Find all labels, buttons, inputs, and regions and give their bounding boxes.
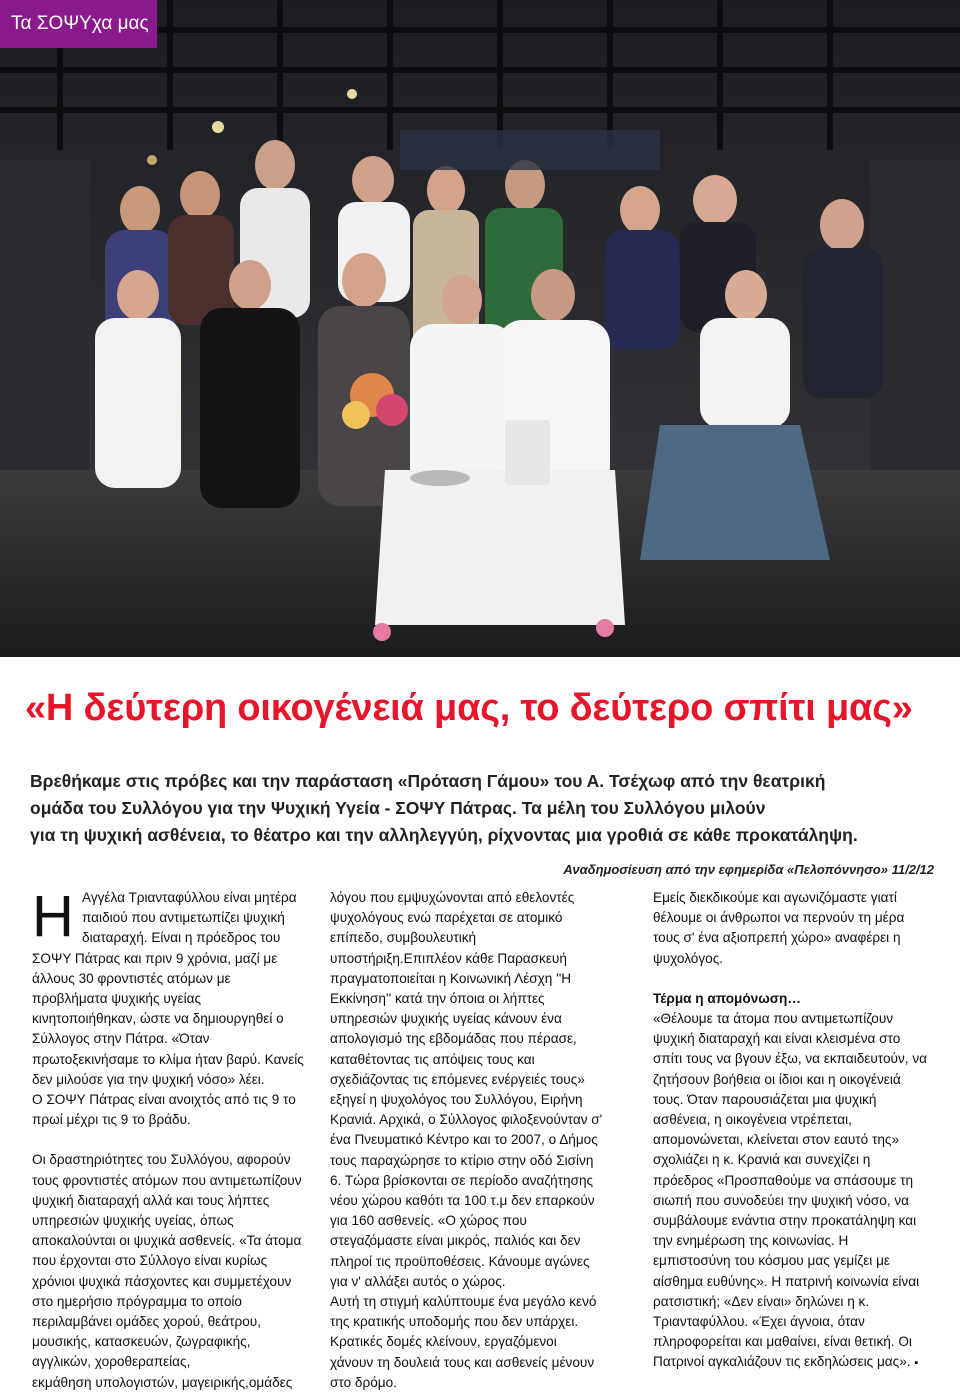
text-line: ΣΟΨΥ Πάτρας και πριν 9 χρόνια, μαζί με [32,950,278,966]
text-line: σχολιάζει η κ. Κρανιά και συνεχίζει η [653,1152,871,1168]
text-line: απολογισμό της εβδομάδας που πέρασε, [330,1031,577,1047]
text-line: ψυχική διαταραχή και είναι κλεισμένα στο [653,1031,901,1047]
text-line: πραγματοποιείται η Κοινωνική Λέσχη ''Η [330,970,572,986]
text-line: Κρατικές δομές κλείνουν, εργαζόμενοι [330,1334,557,1350]
drop-cap: Η [32,884,74,949]
article-column-2 [330,888,630,1393]
text-line: εμπιστοσύνη του κόσμου μας γεμίζει με [653,1253,890,1269]
paragraph [32,949,322,1131]
text-line: θέλουμε οι άνθρωποι να περνούν τη μέρα [653,910,905,926]
text-line: Εκκίνηση'' κατά την όποια οι λήπτες [330,991,545,1007]
text-line: Κρανιά. Αρχικά, ο Σύλλογος φιλοξενούνταν σ' [330,1112,603,1128]
text-line: εκμάθηση υπολογιστών, μαγειρικής,ομάδες [32,1374,293,1390]
text-line: σχεδιάζοντας τις επόμενες ενέργειές τους» [330,1071,585,1087]
text-line: προβλήματα ψυχικής υγείας [32,991,202,1007]
section-subhead: Τέρμα η απομόνωση… [653,990,801,1006]
text-line: μουσικής, κατασκευών, ζωγραφικής, [32,1334,251,1350]
text-line: περιλαμβάνει ομάδες χορού, θεάτρου, [32,1314,261,1330]
text-line: τους φροντιστές ατόμων που αντιμετωπίζουν [32,1172,302,1188]
text-line: χάνουν τη δουλειά τους και ασθενείς μένουν [330,1354,595,1370]
text-line: πρωτοξεκινήσαμε το κλίμα ήταν βαρύ. Κανείς [32,1051,304,1067]
text-line: παιδιού που αντιμετωπίζει ψυχική [82,910,285,926]
text-line: ψυχολόγος. [653,950,724,966]
text-line: υπηρεσιών ψυχικής υγείας, όπως [32,1213,234,1229]
text-line: Τριανταφύλλου. «Έχει άγνοια, όταν [653,1314,865,1330]
text-line: ρατσιστική; «Δεν είναι» δηλώνει η κ. [653,1293,870,1309]
text-line: αγγλικών, χοροθεραπείας, [32,1354,191,1370]
text-line: επίπεδο, συμβουλευτική [330,930,477,946]
lead-line: ομάδα του Συλλόγου για την Ψυχική Υγεία - ΣΟΨΥ Πάτρας. Τα μέλη του Συλλόγου μιλούν [30,798,766,818]
text-line: πληροί τις προϋποθέσεις. Κάνουμε αγώνες [330,1253,590,1269]
text-line: για 160 ασθενείς. «Ο χώρος που [330,1213,527,1229]
group-photo [0,0,960,657]
text-line: Εμείς διεκδικούμε και αγωνιζόμαστε γιατί [653,890,897,905]
text-line [653,1352,953,1373]
text-line: καταθέτοντας τις απόψεις τους και [330,1051,535,1067]
text-line: «Θέλουμε τα άτομα που αντιμετωπίζουν [653,1011,894,1027]
text-line: στεγαζόμαστε είναι μικρός, παλιός και δεν [330,1233,581,1249]
text-line: σπίτι τους να βγουν έξω, να εκπαιδευτούν, να [653,1051,927,1067]
article-column-1 [32,884,322,1393]
text-line: αίσθημα ευθύνης». Η πατρινή κοινωνία είναι [653,1273,920,1289]
text-line: στο ημερήσιο πρόγραμμα το οποίο [32,1293,242,1309]
text-line: που έρχονται στο Σύλλογο είναι κυρίως [32,1253,268,1269]
text-line: Αυτή τη στιγμή καλύπτουμε ένα μεγάλο κενό [330,1294,597,1310]
text-line: Αγγέλα Τριανταφύλλου είναι μητέρα [82,890,297,905]
text-line: την ενημέρωση της κοινωνίας. Η [653,1233,849,1249]
article-column-3 [653,888,953,1374]
lead-line: Βρεθήκαμε στις πρόβες και την παράσταση «Πρόταση Γάμου» του Α. Τσέχωφ από την θεατρική [30,771,826,791]
text-line: Οι δραστηριότητες του Συλλόγου, αφορούν [32,1152,291,1168]
text-line: συμβάλουμε ενάντια στην προκατάληψη και [653,1213,917,1229]
text-line: αποκαλούνται οι ψυχικά ασθενείς. «Τα άτομα [32,1233,302,1249]
text-line: τους. Όταν παρουσιάζεται μια ψυχική [653,1091,877,1107]
text-line: ψυχολόγους ενώ παρέχεται σε ατομικό [330,910,563,926]
text-line: ασθένεια, η οικογένεια ντρέπεται, [653,1112,852,1128]
text-line: τους παραχώρησε το κτίριο στην οδό Σισίνη [330,1152,594,1168]
drop-cap-lines [32,884,322,949]
text-line: απομονώνεται, κλείνεται στον εαυτό της» [653,1132,900,1148]
text-line: ένα Πνευματικό Κέντρο και το 2007, ο Δήμος [330,1132,598,1148]
paragraph [653,888,953,969]
text-line: Ο ΣΟΨΥ Πάτρας είναι ανοιχτός από τις 9 το [32,1092,296,1108]
paragraph [653,1009,953,1374]
text-line: υπηρεσιών ψυχικής υγείας κάνουν ένα [330,1011,562,1027]
article-headline: «Η δεύτερη οικογένειά μας, το δεύτερο σπίτι μας» [25,687,913,729]
text-line: άλλους 30 φροντιστές ατόμων με [32,970,231,986]
text-line: διαταραχή. Είναι η πρόεδρος του [82,930,281,946]
last-line-text: Πατρινοί αγκαλιάζουν τις εκδηλώσεις μας». [653,1354,911,1370]
text-line: λόγου που εμψυχώνονται από εθελοντές [330,890,575,905]
end-mark-icon: ▪ [914,1357,919,1370]
text-line: σιωπή που συνοδεύει την ψυχική νόσο, να [653,1192,910,1208]
theatre-group-photo-illustration [0,0,960,657]
article-lead [30,768,935,849]
text-line: Σύλλογος στην Πάτρα. «Όταν [32,1031,210,1047]
text-line: στο δρόμο. [330,1374,397,1390]
text-line: νέου χώρου καθότι τα 100 τ.μ δεν επαρκούν [330,1193,595,1209]
text-line: τους σ' ένα αξιοπρεπή χώρο» αναφέρει η [653,930,901,946]
paragraph [32,1150,322,1392]
text-line: ψυχική διαταραχή αλλά και τους λήπτες [32,1192,270,1208]
text-line: κινητοποιήθηκαν, ώστε να δημιουργηθεί ο [32,1011,284,1027]
text-line: δεν μιλούσε για την ψυχική νόσο» λέει. [32,1071,265,1087]
section-tag: Τα ΣΟΨΥχα μας [0,0,157,48]
text-line: της κρατικής υποδομής που δεν υπάρχει. [330,1314,579,1330]
source-credit: Αναδημοσίευση από την εφημερίδα «Πελοπόννησο» 11/2/12 [563,862,934,877]
text-line: εξηγεί η ψυχολόγος του Συλλόγου, Ειρήνη [330,1092,583,1108]
lead-line: για τη ψυχική ασθένεια, το θέατρο και την αλληλεγγύη, ρίχνοντας μια γροθιά σε κάθε προκατάληψη. [30,825,858,845]
text-line: για ν' αλλάξει αυτός ο χώρος. [330,1273,506,1289]
text-line: πληροφορείται και μαθαίνει, είναι θετική. Οι [653,1334,912,1350]
text-line: 6. Τώρα βρίσκονται σε περίοδο αναζήτησης [330,1172,594,1188]
text-line: υποστήριξη.Επιπλέον κάθε Παρασκευή [330,950,567,966]
text-line: πρωί μέχρι τις 9 το βράδυ. [32,1112,191,1128]
text-line: ζητήσουν βοήθεια οι ίδιοι και η οικογένειά [653,1071,901,1087]
text-line: χρόνιοι ψυχικά πάσχοντες και συμμετέχουν [32,1273,292,1289]
text-line: πρόεδρος «Προσπαθούμε να σπάσουμε τη [653,1172,914,1188]
